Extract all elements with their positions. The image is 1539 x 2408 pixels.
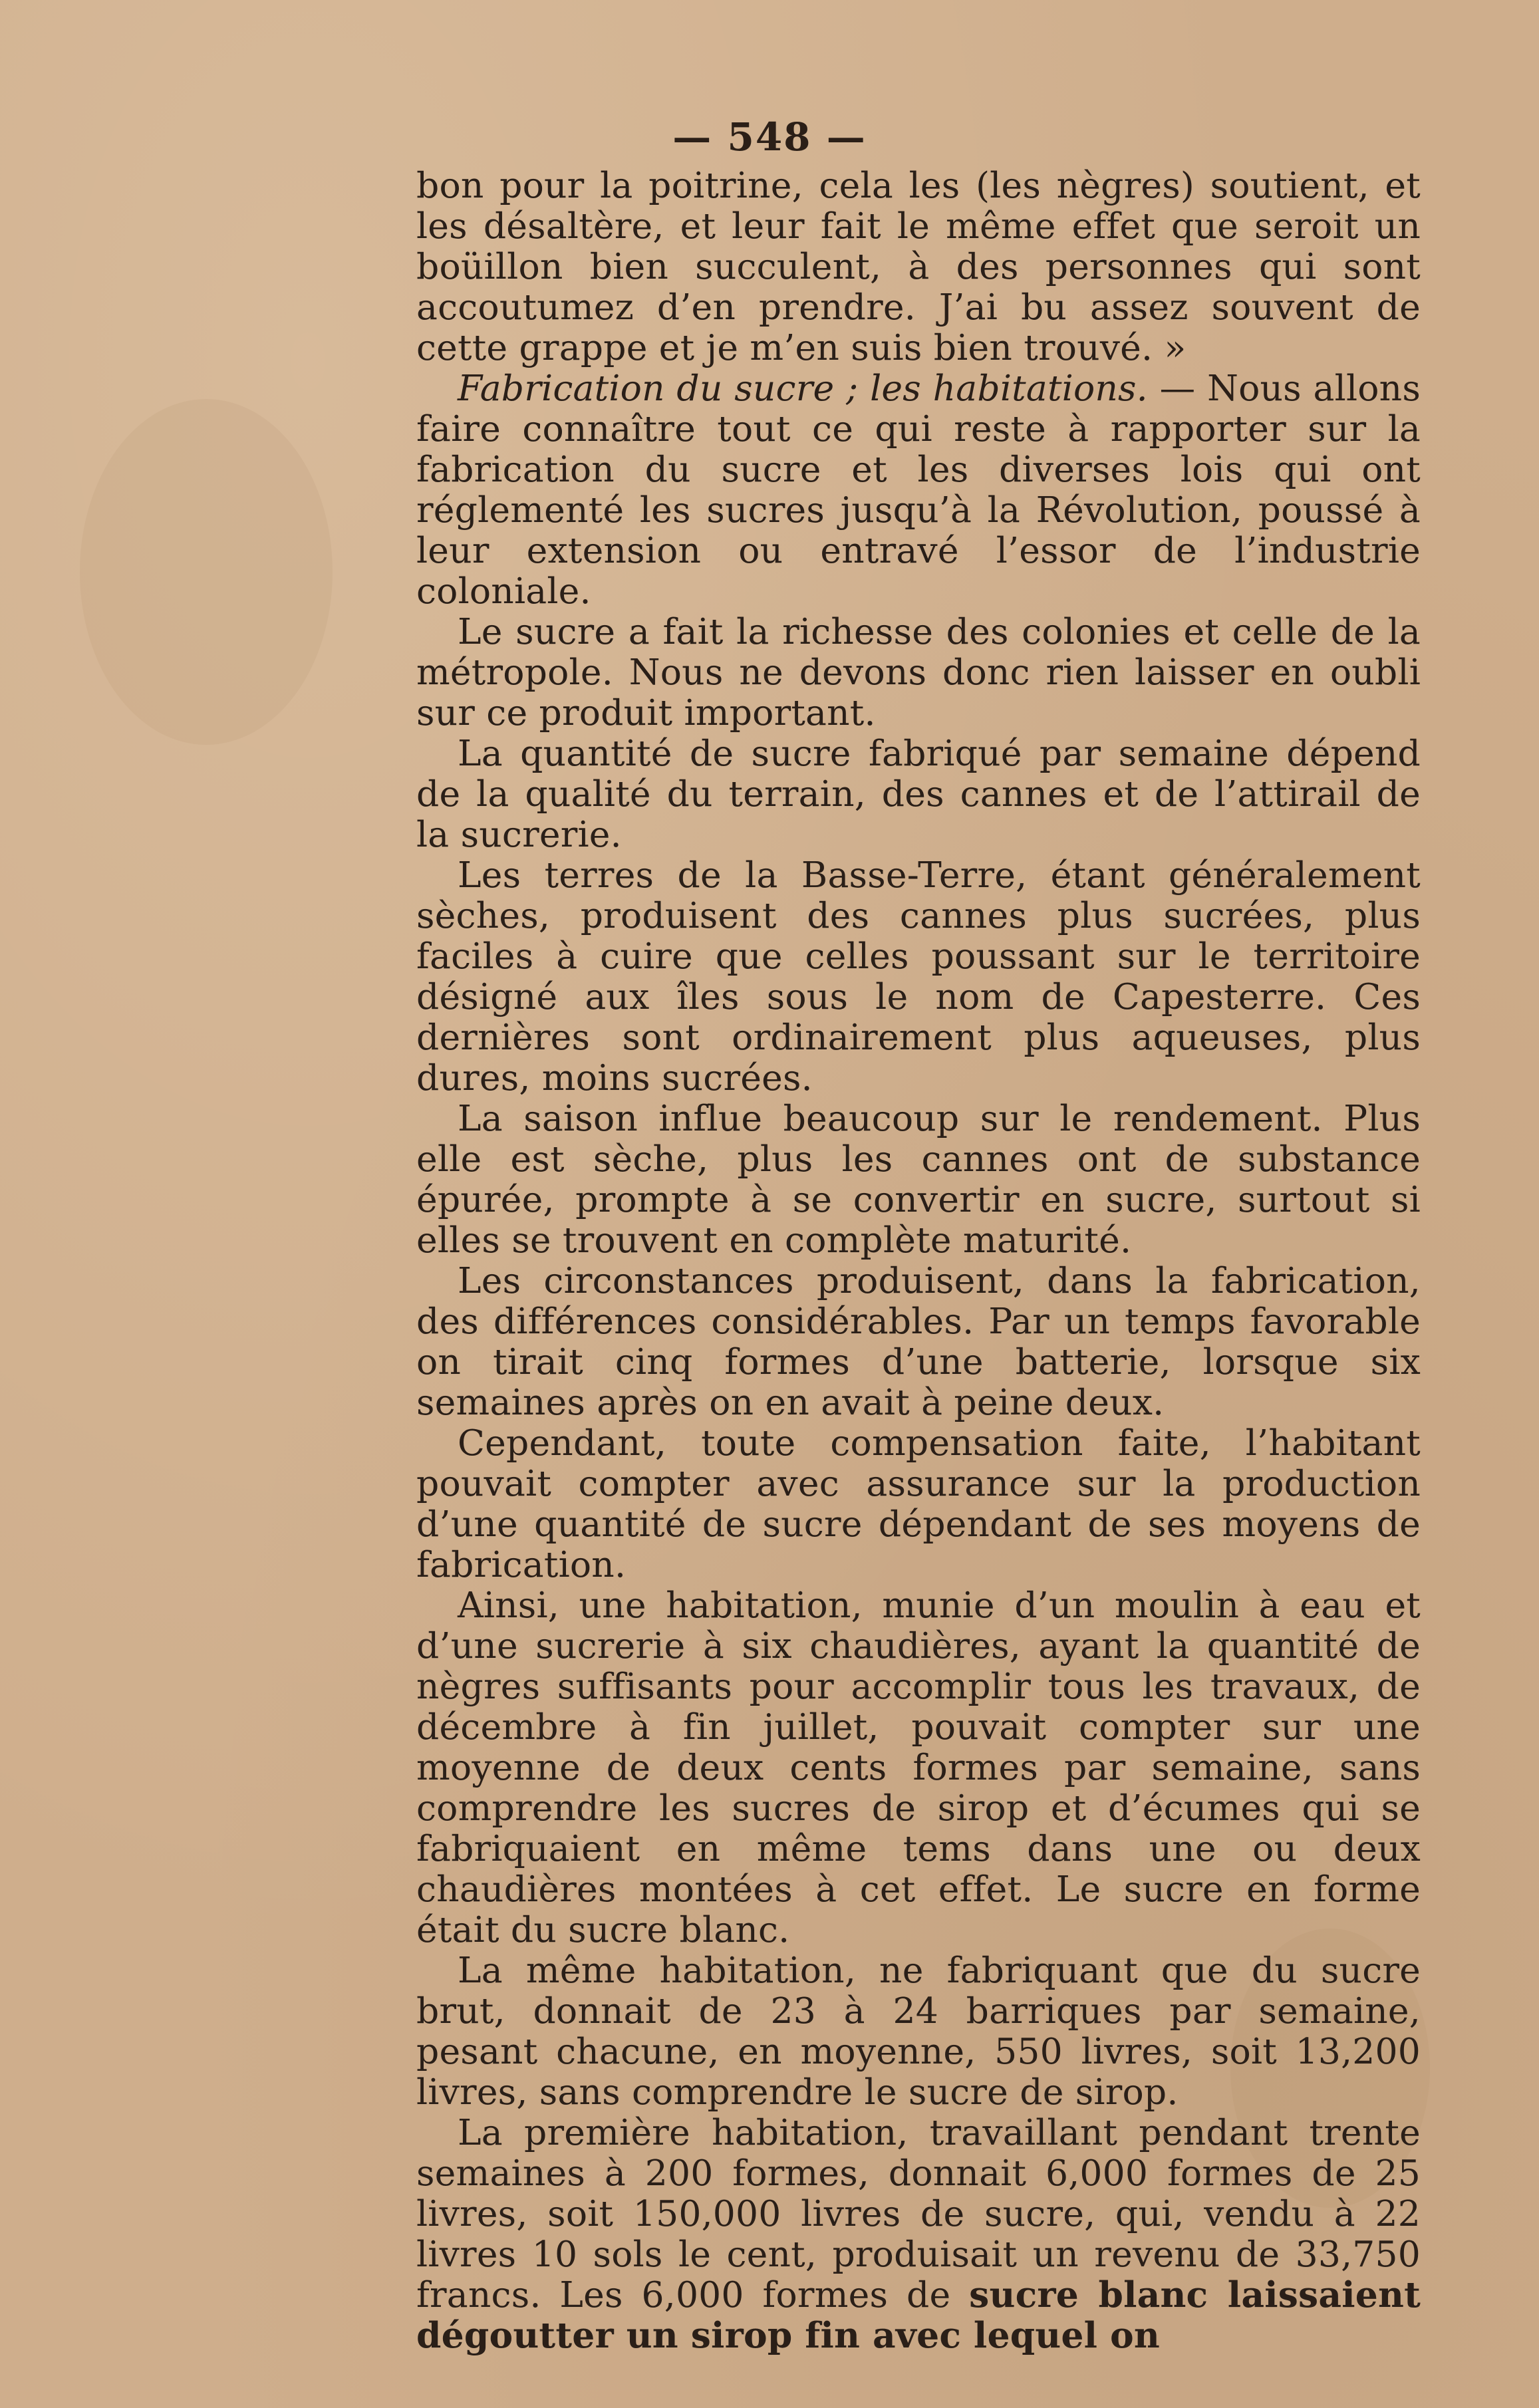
paragraph-text: La quantité de sucre fabriqué par semaine dépend de la qualité du terrain, des cannes et de l’attirail de la sucrerie. <box>416 732 1421 855</box>
paper-stain <box>80 399 333 745</box>
paragraph <box>416 1585 1421 1950</box>
paragraph <box>416 855 1421 1098</box>
paragraph <box>416 1950 1421 2112</box>
paragraph-text: Les terres de la Basse-Terre, étant généralement sèches, produisent des cannes plus sucrées, plus faciles à cuire que celles poussant sur le territoire désigné aux îles sous le nom de Capesterre. Ces dernières sont ordinairement plus aqueuses, plus dures, moins sucrées. <box>416 854 1421 1099</box>
paragraph <box>416 1422 1421 1585</box>
paragraph-text: Les circonstances produisent, dans la fabrication, des différences considérables. Par un temps favorable on tirait cinq formes d’une batterie, lorsque six semaines après on en avait à peine deux. <box>416 1260 1421 1423</box>
paragraph <box>416 611 1421 733</box>
page-number: — 548 — <box>672 114 867 160</box>
paragraph-text: La saison influe beaucoup sur le rendement. Plus elle est sèche, plus les cannes ont de substance épurée, prompte à se convertir en sucre, surtout si elles se trouvent en complète maturité. <box>416 1097 1421 1261</box>
paragraph <box>416 1260 1421 1422</box>
paragraph-text: Cependant, toute compensation faite, l’habitant pouvait compter avec assurance sur la production d’une quantité de sucre dépendant de ses moyens de fabrication. <box>416 1422 1421 1585</box>
section-heading: Fabrication du sucre ; les habitations. <box>458 367 1148 409</box>
paragraph-text: — Nous allons faire connaître tout ce qui reste à rapporter sur la fabrication du sucre et les diverses lois qui ont réglementé les sucres jusqu’à la Révolution, poussé à leur extension ou entravé l’essor de l’industrie coloniale. <box>416 367 1421 612</box>
paragraph-text: Ainsi, une habitation, munie d’un moulin à eau et d’une sucrerie à six chaudières, ayant la quantité de nègres suffisants pour accomplir tous les travaux, de décembre à fin juillet, pouvait compter sur une moyenne de deux cents formes par semaine, sans comprendre les sucres de sirop et d’écumes qui se fabriquaient en même tems dans une ou deux chaudières montées à cet effet. Le sucre en forme était du sucre blanc. <box>416 1584 1421 1950</box>
paragraph <box>416 165 1421 368</box>
paragraph-text: bon pour la poitrine, cela les (les nègres) soutient, et les désaltère, et leur fait le même effet que seroit un boüillon bien succulent, à des personnes qui sont accoutumez d’en prendre. J’ai bu assez souvent de cette grappe et je m’en suis bien trouvé. » <box>416 164 1421 368</box>
body-text <box>416 165 1421 2355</box>
paragraph-text: La première habitation, travaillant pendant trente semaines à 200 formes, donnait 6,000 formes de 25 livres, soit 150,000 livres de sucre, qui, vendu à 22 livres 10 sols le cent, produisait un revenu de 33,750 francs. Les 6,000 formes de <box>416 2111 1421 2316</box>
paragraph <box>416 2112 1421 2355</box>
paragraph-text: La même habitation, ne fabriquant que du sucre brut, donnait de 23 à 24 barriques par semaine, pesant chacune, en moyenne, 550 livres, soit 13,200 livres, sans comprendre le sucre de sirop. <box>416 1949 1421 2113</box>
paragraph <box>416 733 1421 855</box>
paragraph-text: Le sucre a fait la richesse des colonies et celle de la métropole. Nous ne devons donc rien laisser en oubli sur ce produit important. <box>416 610 1421 734</box>
paragraph-text-bold: sucre blanc laissaient dégoutter un sirop fin avec lequel on <box>416 2274 1421 2356</box>
paragraph <box>416 368 1421 611</box>
paragraph <box>416 1098 1421 1260</box>
